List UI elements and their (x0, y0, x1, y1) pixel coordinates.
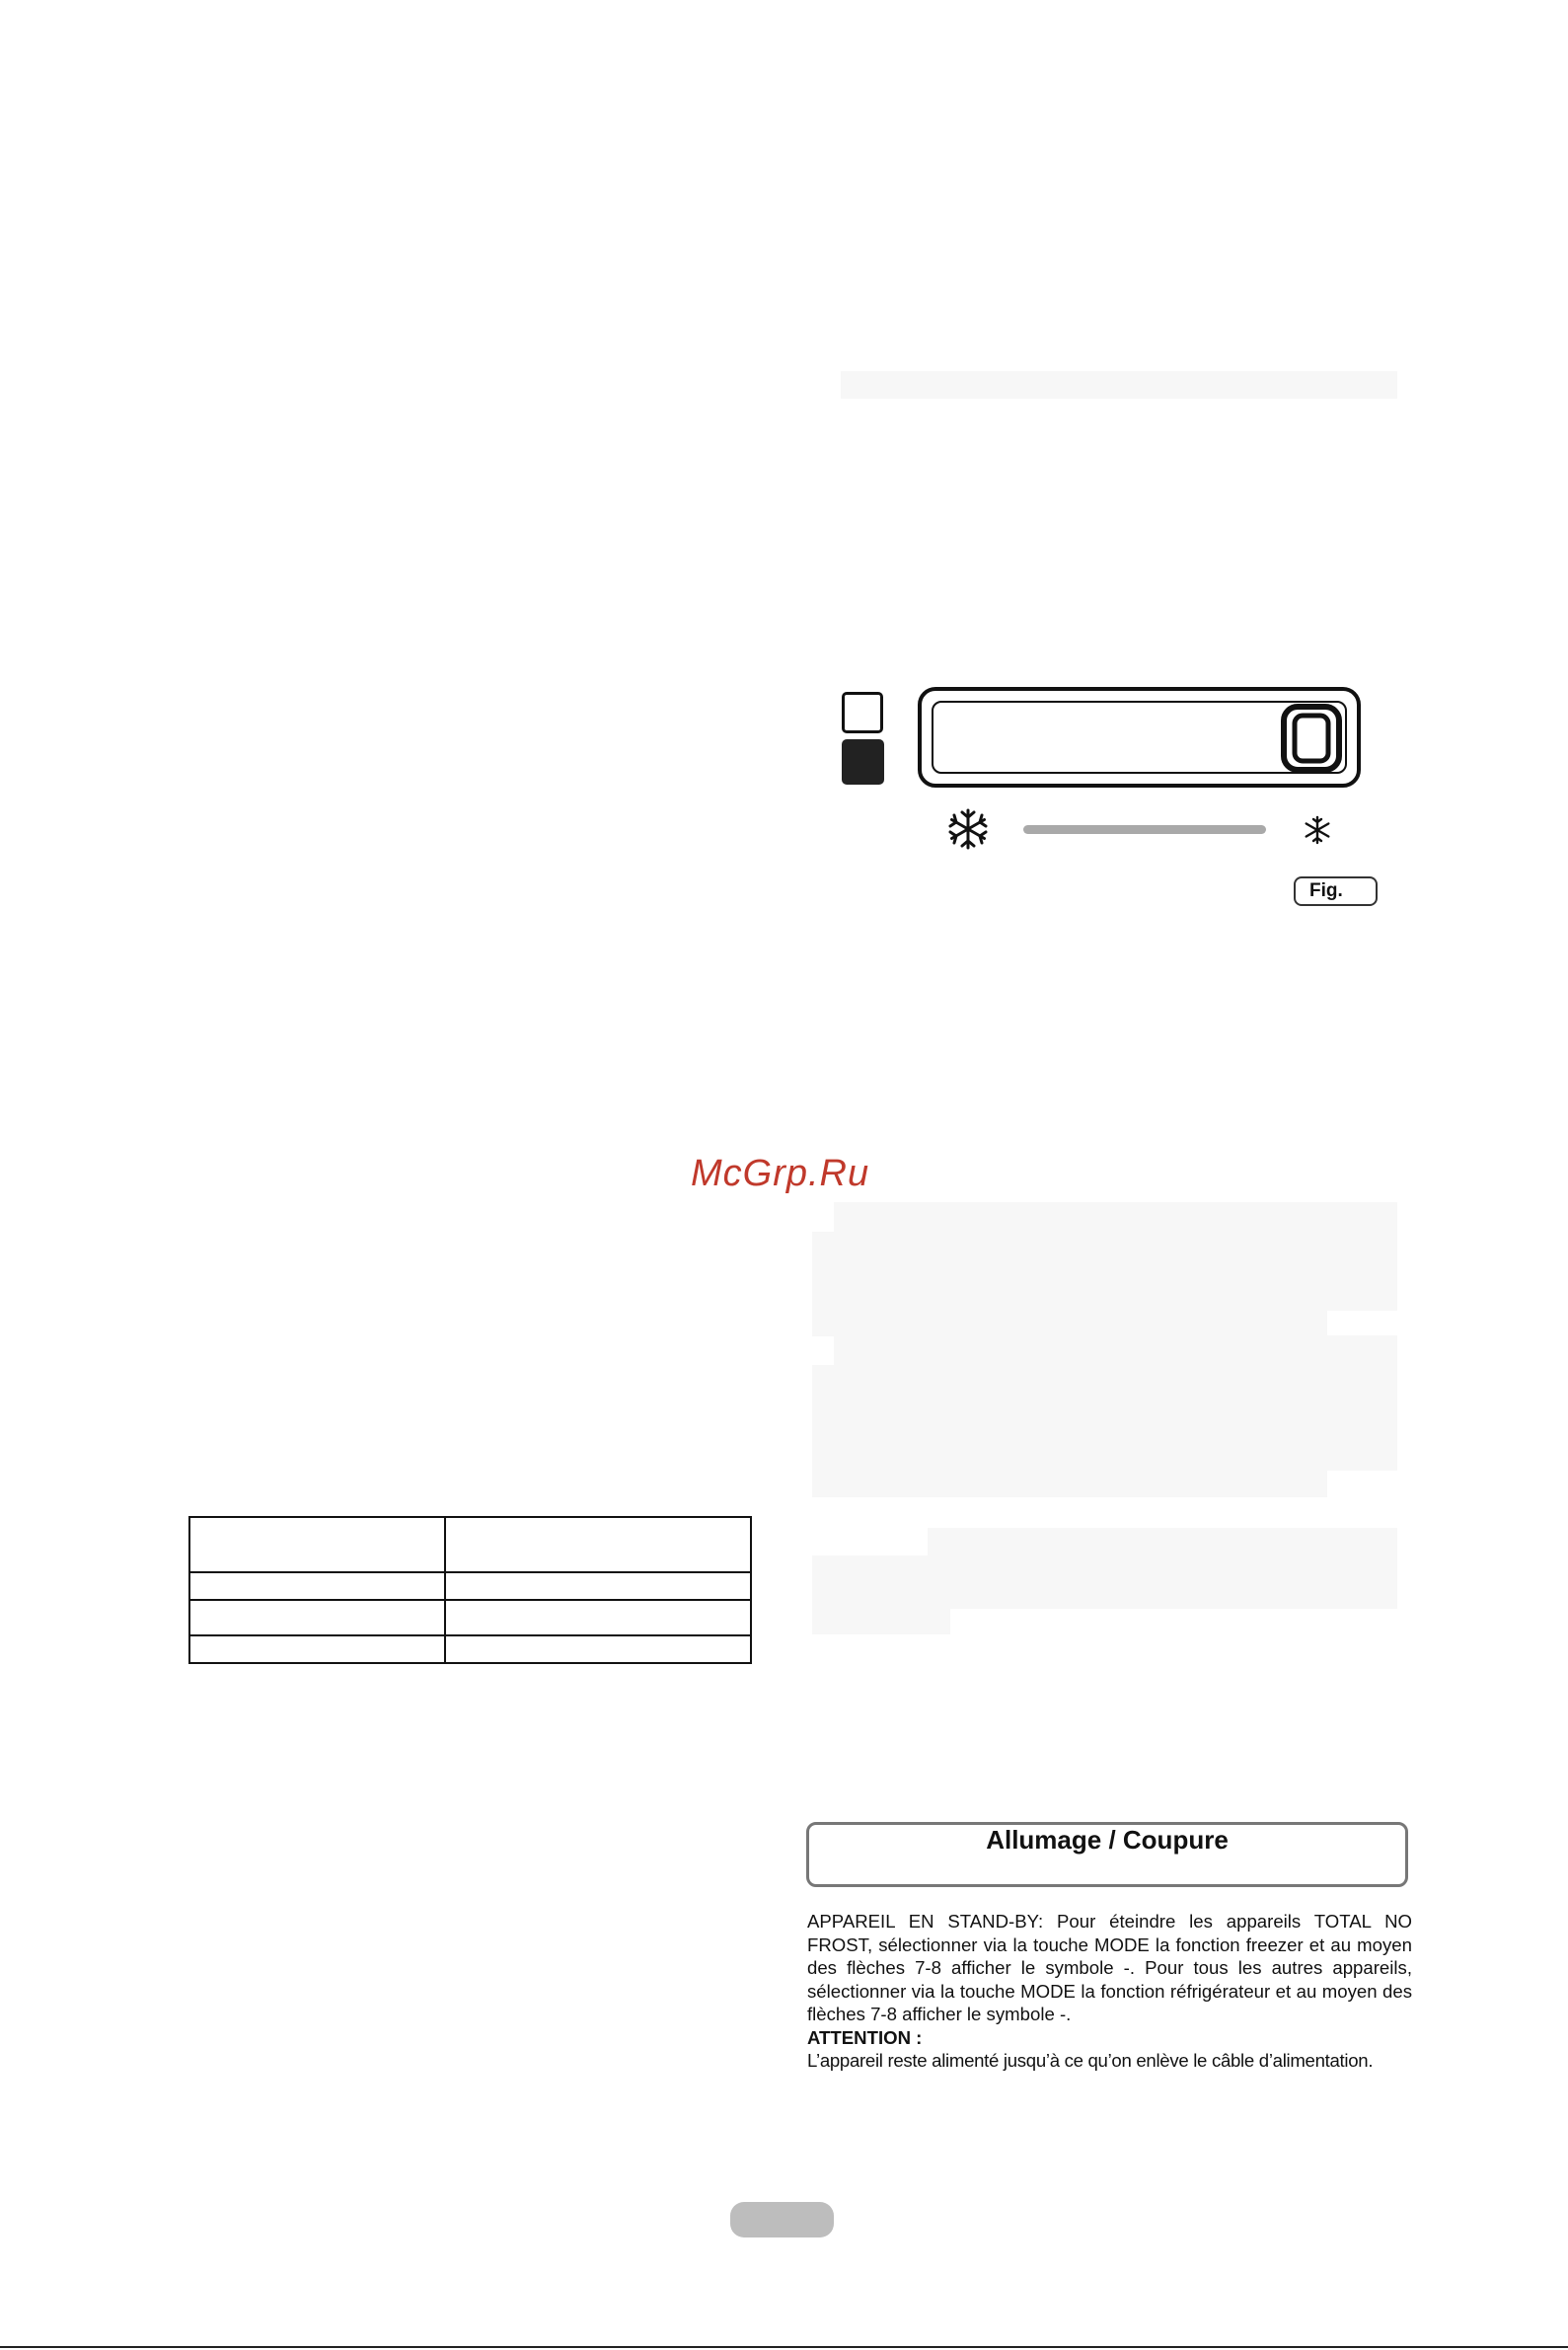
bottom-rule (0, 2346, 1568, 2348)
table-cell (189, 1572, 445, 1600)
settings-table (188, 1516, 752, 1664)
top-right-bar (841, 371, 1397, 399)
table-row (189, 1635, 751, 1663)
table-cell (445, 1600, 751, 1635)
table-row (189, 1572, 751, 1600)
section-heading: Allumage / Coupure (986, 1825, 1229, 1855)
figure-label: Fig. (1294, 876, 1378, 906)
temperature-slider-track (1023, 825, 1266, 834)
table-cell (445, 1517, 751, 1572)
display-digit (1281, 704, 1342, 773)
snowflake-large-icon (946, 807, 990, 851)
snowflake-small-icon (1303, 815, 1332, 845)
attention-text: L’appareil reste alimenté jusqu’à ce qu’on enlève le câble d’alimentation. (807, 2050, 1374, 2071)
watermark: McGrp.Ru (691, 1153, 870, 1194)
table-cell (445, 1635, 751, 1663)
table-cell (189, 1600, 445, 1635)
section-heading-box (806, 1822, 1408, 1887)
mode-indicator-filled (842, 739, 884, 785)
table-row (189, 1517, 751, 1572)
text-block-3 (928, 1528, 1397, 1609)
mode-indicator-empty (842, 692, 883, 733)
text-block-3-indent (812, 1555, 950, 1634)
text-block-1-indent (812, 1232, 1327, 1336)
attention-label: ATTENTION : (807, 2026, 923, 2048)
page-number-badge (730, 2202, 834, 2237)
standby-paragraph: APPAREIL EN STAND-BY: Pour éteindre les appareils TOTAL NO FROST, sélectionner via la touche MODE la fonction freezer et au moyen des flèches 7-8 afficher le symbole -. Pour tous les autres appareils, sélectionner via la touche MODE la fonction réfrigérateur et au moyen des flèches 7-8 afficher le symbole -. (807, 1911, 1412, 2024)
table-cell (189, 1635, 445, 1663)
table-row (189, 1600, 751, 1635)
table-cell (445, 1572, 751, 1600)
section-body (807, 1910, 1412, 2073)
table-cell (189, 1517, 445, 1572)
text-block-2-indent (812, 1365, 1327, 1497)
